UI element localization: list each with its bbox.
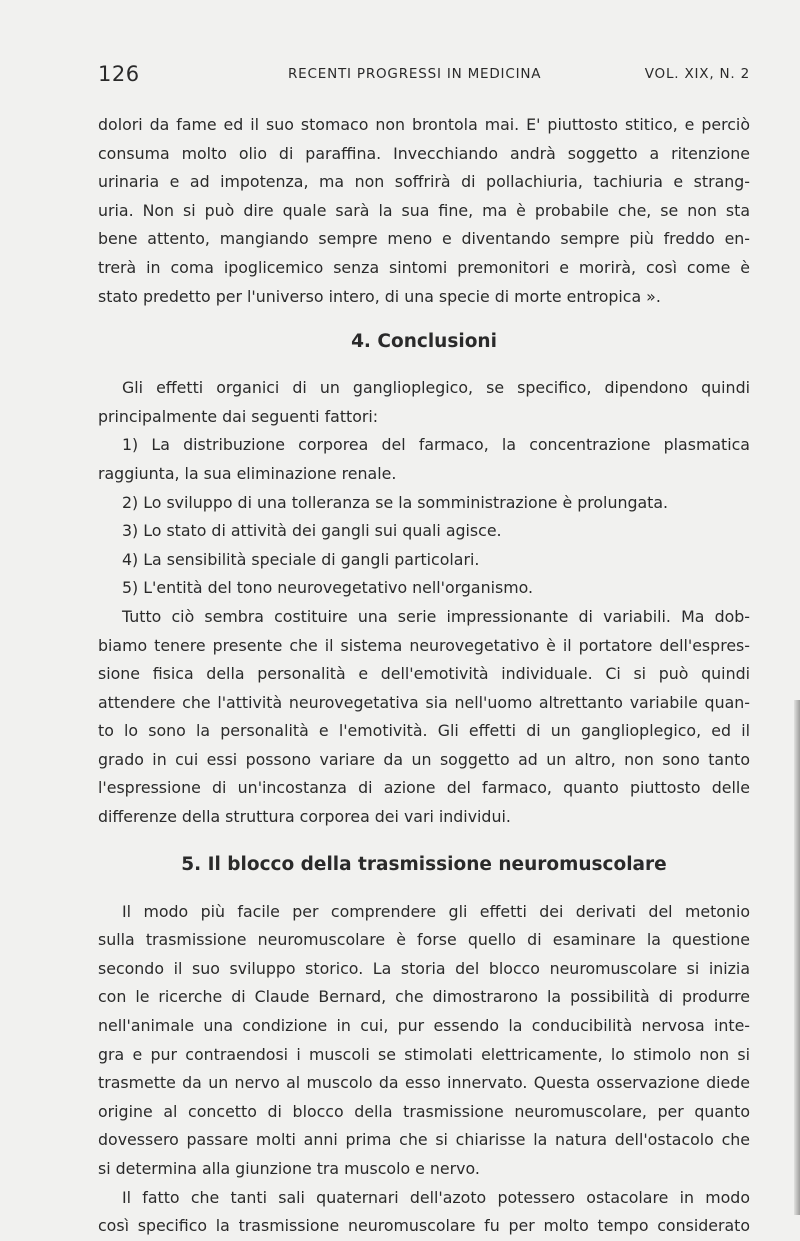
section-heading-blocco: 5. Il blocco della trasmissione neuromuscolare — [181, 853, 667, 875]
list-item: 5) L'entità del tono neurovegetativo nell'organismo. — [122, 578, 534, 598]
text-line: Tutto ciò sembra costituire una serie impressionante di variabili. Ma dob- — [122, 606, 750, 626]
text-line: to lo sono la personalità e l'emotività. Gli effetti di un ganglioplegico, ed il — [98, 721, 750, 741]
text-line: biamo tenere presente che il sistema neurovegetativo è il portatore dell'espres- — [98, 635, 750, 655]
page-header — [98, 62, 750, 92]
paragraph-intro — [98, 111, 750, 311]
text-line: principalmente dai seguenti fattori: — [98, 406, 379, 426]
text-line: attendere che l'attività neurovegetativa sia nell'uomo altrettanto variabile quan- — [98, 692, 750, 712]
list-item: 2) Lo sviluppo di una tolleranza se la somministrazione è prolungata. — [122, 492, 669, 512]
text-line: si determina alla giunzione tra muscolo e nervo. — [98, 1159, 480, 1178]
volume-info: VOL. XIX, N. 2 — [644, 66, 750, 82]
section-blocco — [98, 898, 750, 1241]
article-body — [98, 111, 750, 1241]
section-conclusioni — [98, 374, 750, 832]
running-title: RECENTI PROGRESSI IN MEDICINA — [288, 66, 542, 82]
text-line: l'espressione di un'incostanza di azione del farmaco, quanto piuttosto delle — [98, 778, 750, 798]
text-line: Il fatto che tanti sali quaternari dell'azoto potessero ostacolare in modo — [122, 1187, 750, 1207]
text-line: raggiunta, la sua eliminazione renale. — [98, 463, 397, 483]
text-line: grado in cui essi possono variare da un soggetto ad un altro, non sono tanto — [98, 749, 750, 769]
list-item: 1) La distribuzione corporea del farmaco, la concentrazione plasmatica — [122, 435, 750, 455]
text-line: origine al concetto di blocco della trasmissione neuromuscolare, per quanto — [98, 1101, 750, 1121]
text-line: dovessero passare molti anni prima che si chiarisse la natura dell'ostacolo che — [98, 1130, 750, 1150]
text-line: sione fisica della personalità e dell'emotività individuale. Ci si può quindi — [98, 664, 750, 684]
list-item: 3) Lo stato di attività dei gangli sui quali agisce. — [122, 521, 502, 541]
text-line: sulla trasmissione neuromuscolare è forse quello di esaminare la questione — [98, 930, 750, 950]
text-line: Il modo più facile per comprendere gli effetti dei derivati del metonio — [122, 901, 750, 921]
text-line: consuma molto olio di paraffina. Invecchiando andrà soggetto a ritenzione — [98, 143, 750, 163]
text-line: urinaria e ad impotenza, ma non soffrirà di pollachiuria, tachiuria e strang- — [98, 172, 750, 192]
text-line: secondo il suo sviluppo storico. La storia del blocco neuromuscolare si inizia — [98, 958, 750, 978]
text-line: gra e pur contraendosi i muscoli se stimolati elettricamente, lo stimolo non si — [98, 1044, 750, 1064]
page-number: 126 — [98, 62, 140, 86]
text-line: nell'animale una condizione in cui, pur essendo la conducibilità nervosa inte- — [98, 1016, 750, 1036]
text-line: così specifico la trasmissione neuromuscolare fu per molto tempo considerato — [98, 1216, 750, 1236]
text-line: trasmette da un nervo al muscolo da esso innervato. Questa osservazione diede — [98, 1073, 750, 1093]
section-heading-conclusioni: 4. Conclusioni — [351, 331, 497, 353]
page-edge-shadow — [794, 700, 800, 1215]
text-line: uria. Non si può dire quale sarà la sua fine, ma è probabile che, se non sta — [98, 200, 750, 220]
text-line: trerà in coma ipoglicemico senza sintomi premonitori e morirà, così come è — [98, 257, 750, 277]
text-line: con le ricerche di Claude Bernard, che dimostrarono la possibilità di produrre — [98, 987, 750, 1007]
list-item: 4) La sensibilità speciale di gangli particolari. — [122, 549, 480, 569]
text-line: Gli effetti organici di un ganglioplegico, se specifico, dipendono quindi — [122, 378, 750, 398]
text-line: bene attento, mangiando sempre meno e diventando sempre più freddo en- — [98, 229, 750, 249]
text-line: stato predetto per l'universo intero, di una specie di morte entropica ». — [98, 286, 661, 306]
text-line: differenze della struttura corporea dei vari individui. — [98, 807, 511, 827]
text-line: dolori da fame ed il suo stomaco non brontola mai. E' piuttosto stitico, e perciò — [98, 115, 750, 134]
